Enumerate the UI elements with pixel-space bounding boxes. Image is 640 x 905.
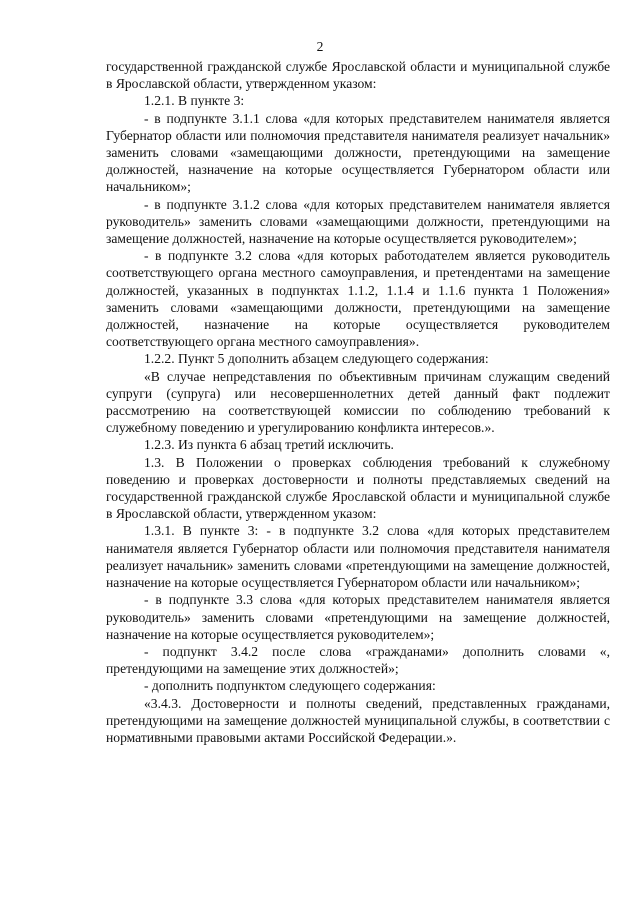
paragraph-1-2-2: 1.2.2. Пункт 5 дополнить абзацем следующего содержания: — [144, 351, 489, 367]
paragraph-1-2-1: 1.2.1. В пункте 3: — [144, 93, 245, 109]
paragraph-add-subpoint: - дополнить подпунктом следующего содержания: — [144, 678, 436, 694]
paragraph-quote-3-4-3: «3.4.3. Достоверности и полноты сведений, представленных гражданами, претендующими на замещение должностей муниципальной службы, в соответствии с нормативными правовыми актами Российской Федерации.». — [106, 695, 610, 745]
document-body — [106, 58, 610, 746]
paragraph-quote-nonsubmission: «В случае непредставления по объективным причинам служащим сведений супруги (супруга) или несовершеннолетних детей данный факт подлежит рассмотрению на соответствующей комиссии по соблюдению требований к служебному поведению и урегулированию конфликта интересов.». — [106, 368, 610, 436]
paragraph-subpoint-3-4-2: - подпункт 3.4.2 после слова «гражданами» дополнить словами «, претендующими на замещение этих должностей»; — [106, 643, 610, 677]
paragraph-subpoint-3-2: - в подпункте 3.2 слова «для которых работодателем является руководитель соответствующего органа местного самоуправления, и претендентами на замещение должностей, указанных в подпунктах 1.1.2, 1.1.4 и 1.1.6 пункта 1 Положения» заменить словами «замещающими должности, претендующими на замещение должностей, назначение на которые осуществляется руководителем соответствующего органа местного самоуправления». — [106, 248, 610, 350]
paragraph-continuation: государственной гражданской службе Ярославской области и муниципальной службе в Ярославской области, утвержденном указом: — [106, 59, 610, 92]
paragraph-1-3: 1.3. В Положении о проверках соблюдения требований к служебному поведению и проверках достоверности и полноты представляемых сведений на государственной гражданской службе Ярославской области и муниципальной службе в Ярославской области, утвержденном указом: — [106, 454, 610, 522]
paragraph-1-3-1: 1.3.1. В пункте 3: - в подпункте 3.2 слова «для которых представителем нанимателя является Губернатор области или полномочия представителя нанимателя реализует начальник» заменить словами «претендующими на замещение должностей, назначение на которые осуществляется Губернатором области или начальником»; — [106, 523, 610, 591]
paragraph-subpoint-3-1-2: - в подпункте 3.1.2 слова «для которых представителем нанимателя является руководитель» заменить словами «замещающими должности, претендующими на замещение должностей, назначение на которые осуществляется руководителем»; — [106, 196, 610, 247]
page-number: 2 — [316, 39, 324, 54]
paragraph-subpoint-3-1-1: - в подпункте 3.1.1 слова «для которых представителем нанимателя является Губернатор области или полномочия представителя нанимателя реализует начальник» заменить словами «замещающими должности, претендующими на замещение должностей, назначение на которые осуществляется Губернатором области или начальником»; — [106, 110, 610, 195]
paragraph-subpoint-3-3: - в подпункте 3.3 слова «для которых представителем нанимателя является руководитель» заменить словами «претендующими на замещение должностей, назначение на которые осуществляется руководителем»; — [106, 592, 610, 642]
paragraph-1-2-3: 1.2.3. Из пункта 6 абзац третий исключить. — [144, 437, 394, 453]
